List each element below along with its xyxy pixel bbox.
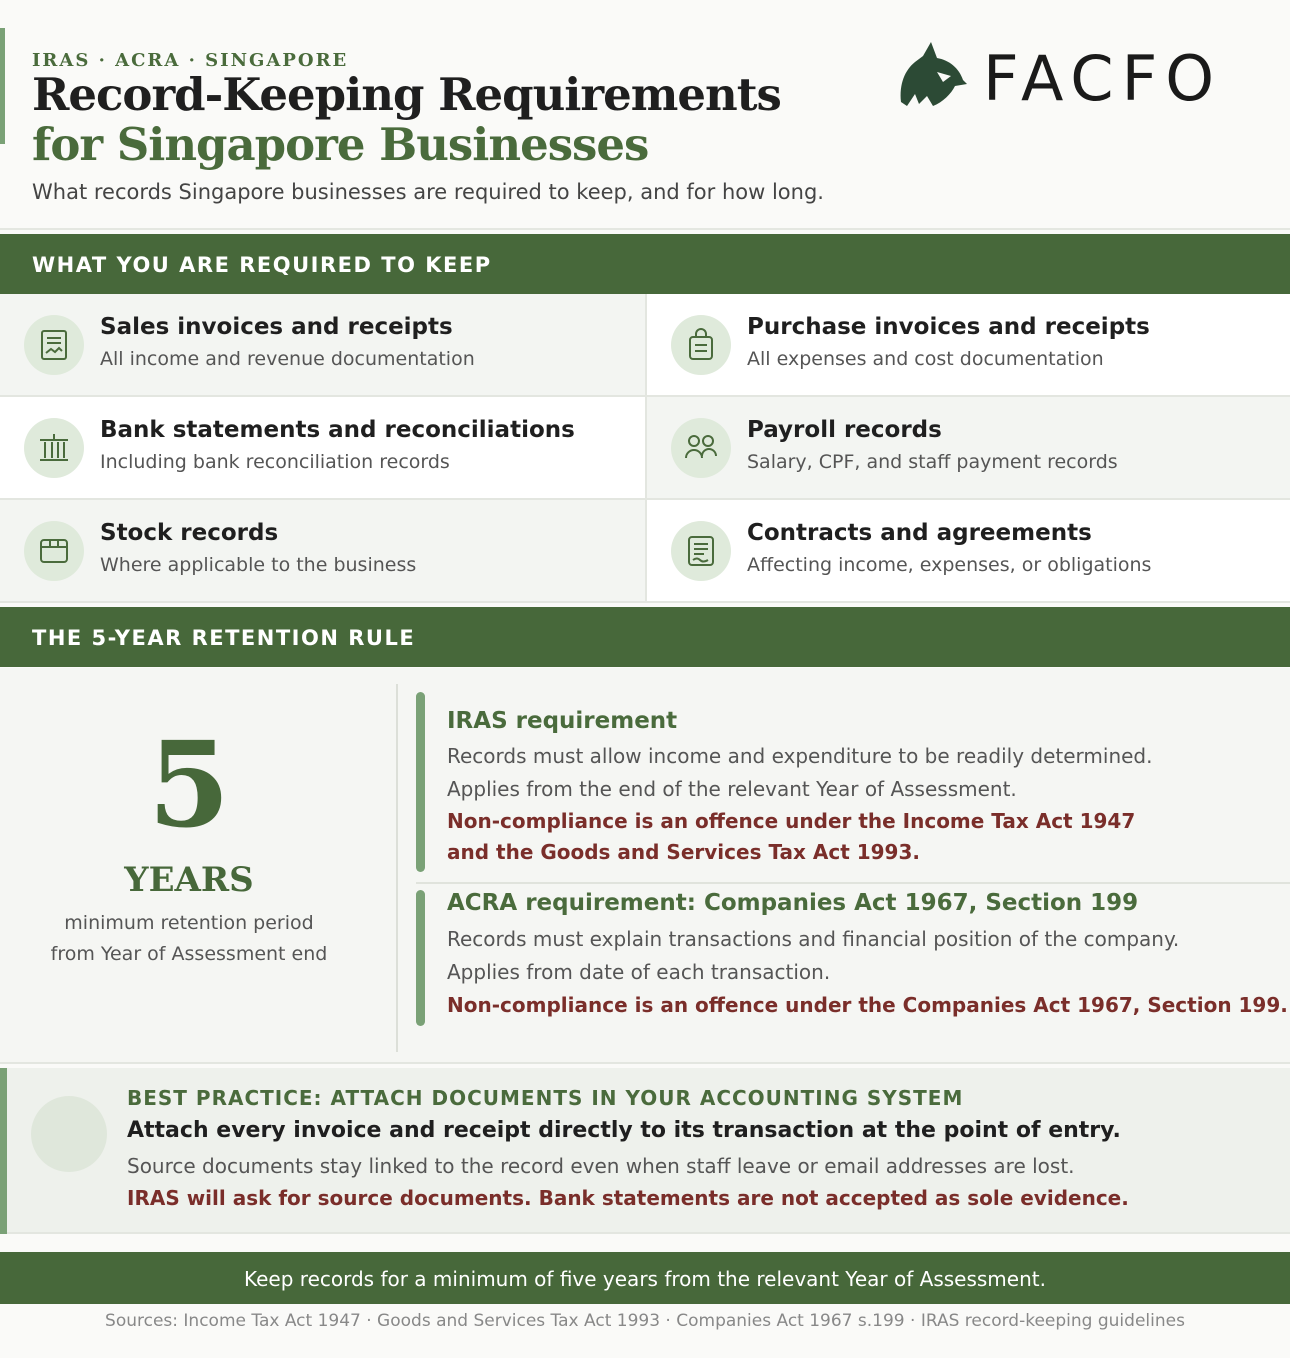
- icon-badge: [671, 418, 731, 478]
- footer-banner: [0, 1252, 1290, 1304]
- icon-badge: [24, 521, 84, 581]
- retention-unit: YEARS: [124, 860, 254, 900]
- record-item: [645, 500, 1290, 603]
- record-title: Sales invoices and receipts: [100, 314, 453, 340]
- record-title: Bank statements and reconciliations: [100, 417, 575, 443]
- best-practice-accent-bar: [0, 1068, 7, 1234]
- title-line-1: Record-Keeping Requirements: [32, 68, 781, 121]
- acra-line-1: Records must explain transactions and financial position of the company.: [447, 927, 1180, 951]
- bank-icon: [36, 430, 72, 466]
- acra-line-2: Applies from date of each transaction.: [447, 960, 831, 984]
- caption-line-1: minimum retention period: [64, 912, 314, 934]
- subtitle: What records Singapore businesses are required to keep, and for how long.: [32, 180, 824, 204]
- shopping-bag-icon: [683, 327, 719, 363]
- title-line-2: for Singapore Businesses: [32, 118, 649, 171]
- retention-section-heading: [0, 607, 1290, 667]
- retention-panel: [0, 668, 1290, 1064]
- footer-banner-text: Keep records for a minimum of five years from the relevant Year of Assessment.: [244, 1267, 1046, 1291]
- records-grid: [0, 294, 1290, 604]
- box-icon: [36, 533, 72, 569]
- iras-line-2: Applies from the end of the relevant Year of Assessment.: [447, 777, 1017, 801]
- record-title: Purchase invoices and receipts: [747, 314, 1150, 340]
- iras-warning-1: Non-compliance is an offence under the Income Tax Act 1947: [447, 809, 1136, 833]
- retention-heading-text: THE 5-YEAR RETENTION RULE: [32, 626, 416, 650]
- accent-bar: [416, 890, 425, 1026]
- record-item: [0, 397, 645, 500]
- header: [0, 0, 1290, 230]
- caption-line-2: from Year of Assessment end: [50, 943, 328, 965]
- logo: [893, 32, 1263, 116]
- record-item: [0, 500, 645, 603]
- accent-bar: [416, 692, 425, 872]
- icon-badge: [671, 521, 731, 581]
- record-desc: Affecting income, expenses, or obligations: [747, 554, 1152, 576]
- record-desc: All expenses and cost documentation: [747, 348, 1104, 370]
- retention-number: 5: [147, 715, 231, 854]
- record-desc: Salary, CPF, and staff payment records: [747, 451, 1118, 473]
- header-accent-bar: [0, 28, 5, 144]
- acra-warning: Non-compliance is an offence under the Companies Act 1967, Section 199.: [447, 993, 1288, 1017]
- lynx-icon: [893, 32, 973, 112]
- record-title: Payroll records: [747, 417, 942, 443]
- iras-requirement: [416, 692, 1290, 872]
- record-title: Stock records: [100, 520, 279, 546]
- iras-line-1: Records must allow income and expenditure to be readily determined.: [447, 744, 1153, 768]
- keep-heading-text: WHAT YOU ARE REQUIRED TO KEEP: [32, 253, 492, 277]
- sources-line: Sources: Income Tax Act 1947 · Goods and Services Tax Act 1993 · Companies Act 1967 s.199 · IRAS record-keeping guidelines: [105, 1311, 1185, 1331]
- icon-badge: [24, 315, 84, 375]
- iras-title: IRAS requirement: [447, 708, 678, 734]
- icon-badge: [671, 315, 731, 375]
- record-title: Contracts and agreements: [747, 520, 1092, 546]
- acra-title: ACRA requirement: Companies Act 1967, Section 199: [447, 890, 1139, 916]
- best-practice-panel: [0, 1068, 1290, 1234]
- record-desc: Including bank reconciliation records: [100, 451, 450, 473]
- invoice-icon: [36, 327, 72, 363]
- best-practice-badge: [31, 1096, 107, 1172]
- record-desc: Where applicable to the business: [100, 554, 417, 576]
- acra-requirement: [416, 890, 1290, 1026]
- record-item: [645, 294, 1290, 397]
- record-item: [0, 294, 645, 397]
- requirement-separator: [416, 882, 1290, 884]
- record-item: [645, 397, 1290, 500]
- logo-text: FACFO: [983, 42, 1223, 115]
- page-title: [32, 70, 781, 170]
- best-practice-line: Source documents stay linked to the record even when staff leave or email addresses are lost.: [127, 1154, 1075, 1178]
- eyebrow: IRAS · ACRA · SINGAPORE: [32, 50, 349, 71]
- best-practice-title: BEST PRACTICE: ATTACH DOCUMENTS IN YOUR ACCOUNTING SYSTEM: [127, 1086, 964, 1110]
- icon-badge: [24, 418, 84, 478]
- record-desc: All income and revenue documentation: [100, 348, 475, 370]
- best-practice-lead: Attach every invoice and receipt directly to its transaction at the point of entry.: [127, 1118, 1121, 1143]
- people-icon: [683, 430, 719, 466]
- contract-icon: [683, 533, 719, 569]
- iras-warning-2: and the Goods and Services Tax Act 1993.: [447, 840, 920, 864]
- vertical-divider: [396, 684, 398, 1052]
- retention-caption: [0, 908, 378, 970]
- keep-section-heading: [0, 234, 1290, 294]
- best-practice-warning: IRAS will ask for source documents. Bank statements are not accepted as sole evidence.: [127, 1186, 1129, 1210]
